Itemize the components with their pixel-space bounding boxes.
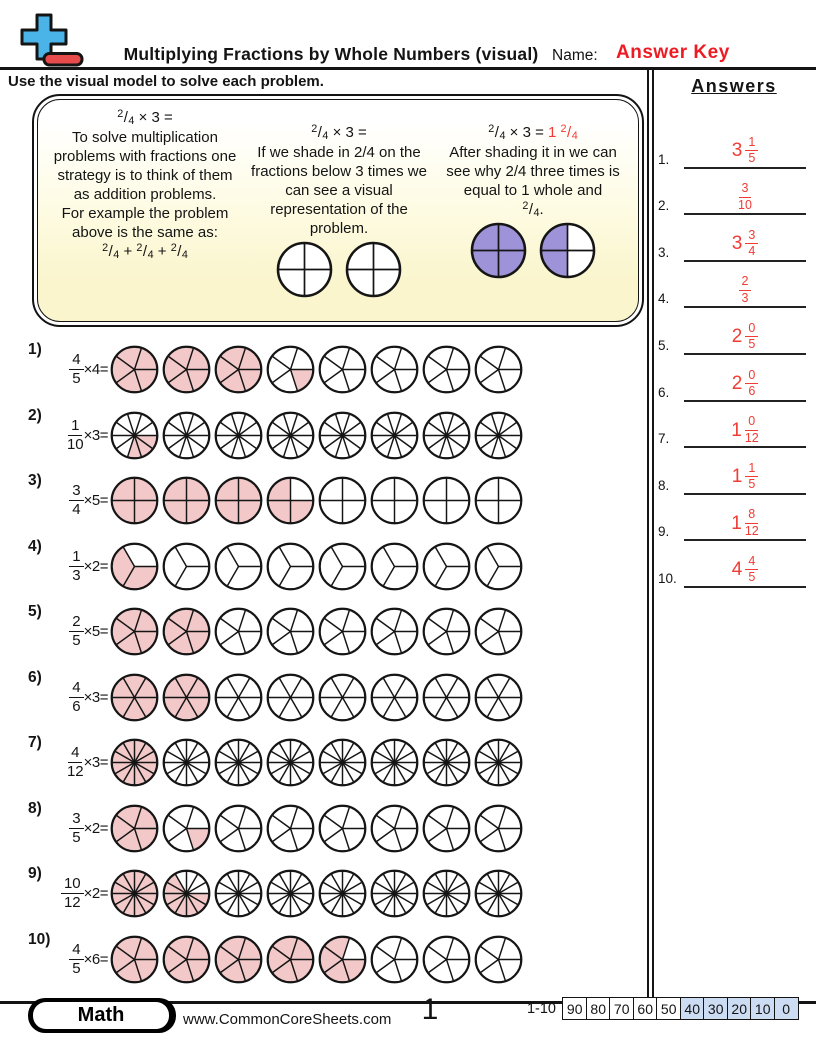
problem-expression (54, 876, 108, 911)
answer-whole-number: 1 (731, 512, 742, 534)
fraction-circle (214, 476, 263, 525)
fraction-circle (318, 476, 367, 525)
score-cell: 40 (680, 997, 705, 1020)
fraction-circle (370, 869, 419, 918)
problem-row (28, 665, 638, 731)
fraction-circle (110, 411, 159, 460)
example-result: 1 $^2$/4 (548, 122, 578, 142)
example-expression: $^2$/4 × 3 = (117, 107, 173, 127)
fraction-circle (318, 738, 367, 787)
example-column-3 (436, 108, 630, 317)
fraction-circle (214, 869, 263, 918)
answer-row (654, 122, 814, 169)
fraction-circle (474, 738, 523, 787)
fraction-circle (214, 935, 263, 984)
example-text: After shading it in we can see why 2/4 three times is equal to 1 whole and (446, 144, 620, 200)
name-label: Name: (552, 47, 598, 64)
fraction-circle (214, 542, 263, 591)
fraction-circle (266, 869, 315, 918)
problem-multiplier: ×3= (83, 688, 108, 706)
fraction-circle (470, 222, 527, 279)
example-addition-sum: $^2$/4 + $^2$/4 + $^2$/4 (102, 241, 188, 262)
problem-circles (110, 607, 523, 656)
fraction-circle (422, 411, 471, 460)
inline-fraction: $^2$/4 (560, 122, 578, 142)
answer-blank-line (684, 586, 806, 588)
answers-panel (654, 70, 814, 588)
problem-expression (54, 680, 108, 715)
fraction-circle (162, 476, 211, 525)
fraction-circle (345, 241, 402, 298)
answer-fraction: 4 5 (745, 555, 758, 585)
fraction-circle (214, 411, 263, 460)
answer-value (684, 369, 806, 399)
problem-row (28, 403, 638, 469)
problem-fraction: $\frac{2}{5}$ (69, 614, 83, 649)
problem-multiplier: ×6= (83, 950, 108, 968)
problem-row (28, 599, 638, 665)
problem-multiplier: ×5= (83, 623, 108, 641)
answer-fraction: 0 6 (745, 369, 758, 399)
answer-row (654, 169, 814, 216)
answer-row (654, 448, 814, 495)
answer-row (654, 495, 814, 542)
page-title: Multiplying Fractions by Whole Numbers (visual) (123, 44, 539, 64)
answer-fraction: 1 5 (745, 462, 758, 492)
problem-expression (54, 614, 108, 649)
score-cell: 30 (703, 997, 728, 1020)
inline-fraction: $^2$/4 (102, 241, 120, 262)
inline-fraction: $^2$/4 (117, 107, 135, 127)
problem-fraction: $\frac{3}{5}$ (69, 811, 83, 846)
example-expression: $^2$/4 × 3 = (311, 122, 367, 142)
problems (28, 337, 638, 992)
problem-expression (54, 418, 108, 453)
fraction-circle (110, 542, 159, 591)
answer-fraction: 3 4 (745, 229, 758, 259)
fraction-circle (370, 673, 419, 722)
fraction-circle (370, 804, 419, 853)
fraction-circle (276, 241, 333, 298)
problem-number: 9) (28, 865, 42, 882)
fraction-circle (370, 738, 419, 787)
score-range-label: 1-10 (526, 1000, 556, 1017)
answer-value (684, 555, 806, 585)
example-box-inner (37, 99, 639, 322)
fraction-circle (370, 607, 419, 656)
problem-number: 4) (28, 537, 42, 555)
answer-number: 6. (658, 384, 670, 400)
minus-icon (44, 54, 82, 66)
answer-number: 1. (658, 151, 670, 167)
problem-row (28, 861, 638, 927)
answer-number: 8. (658, 477, 670, 493)
problem-circles (110, 476, 523, 525)
example-text: If we shade in 2/4 on the fractions below 3 times we can see a visual representation of the problem. (251, 144, 427, 238)
problem-row (28, 796, 638, 862)
problem-circles (110, 345, 523, 394)
problem-row (28, 730, 638, 796)
score-cell: 90 (562, 997, 587, 1020)
fraction-circle (318, 935, 367, 984)
fraction-circle (422, 607, 471, 656)
fraction-circle (214, 673, 263, 722)
fraction-circle (318, 345, 367, 394)
answer-number: 3. (658, 244, 670, 260)
fraction-circle (162, 804, 211, 853)
problem-multiplier: ×5= (83, 492, 108, 510)
answer-row (654, 308, 814, 355)
problem-circles (110, 935, 523, 984)
problem-fraction: $\frac{3}{4}$ (69, 483, 83, 518)
fraction-circle (266, 738, 315, 787)
answer-whole-number: 3 (731, 233, 743, 255)
example-circles-unshaded (247, 241, 431, 298)
fraction-circle (266, 935, 315, 984)
problem-expression (54, 745, 108, 780)
fraction-circle (422, 804, 471, 853)
problem-multiplier: ×2= (83, 885, 108, 903)
fraction-circle (162, 935, 211, 984)
answer-whole-number: 3 (731, 140, 743, 162)
fraction-circle (162, 673, 211, 722)
fraction-circle (266, 804, 315, 853)
problem-fraction: $\frac{4}{5}$ (69, 352, 83, 387)
answer-whole-number: 1 (731, 419, 742, 441)
fraction-circle (110, 935, 159, 984)
fraction-circle (318, 804, 367, 853)
fraction-circle (318, 607, 367, 656)
fraction-circle (110, 804, 159, 853)
answer-number: 9. (658, 524, 670, 540)
answer-fraction: 8 12 (744, 507, 759, 538)
fraction-circle (422, 345, 471, 394)
answers-title: Answers (691, 76, 777, 96)
answer-key-label: Answer Key (616, 42, 730, 63)
commoncoresheets-logo-icon (16, 12, 98, 68)
problem-expression (54, 811, 108, 846)
fraction-circle (422, 673, 471, 722)
problem-fraction: $\frac{4}{5}$ (69, 942, 83, 977)
answer-row (654, 355, 814, 402)
inline-fraction: $^2$/4 (488, 122, 506, 142)
fraction-circle (474, 804, 523, 853)
answer-whole-number: 4 (731, 559, 743, 581)
answer-value (684, 462, 806, 492)
fraction-circle (474, 673, 523, 722)
fraction-circle (162, 542, 211, 591)
problem-circles (110, 738, 523, 787)
problem-fraction: $\frac{1}{10}$ (66, 416, 84, 453)
answer-fraction: 3 10 (738, 181, 752, 212)
score-cells (562, 997, 799, 1020)
problem-circles (110, 673, 523, 722)
fraction-circle (474, 869, 523, 918)
problem-row (28, 927, 638, 993)
problem-expression (54, 483, 108, 518)
score-cell: 0 (774, 997, 799, 1020)
fraction-circle (162, 869, 211, 918)
answer-value (684, 415, 806, 445)
fraction-circle (370, 345, 419, 394)
fraction-circle (266, 542, 315, 591)
answer-value (684, 275, 806, 305)
website-url: www.CommonCoreSheets.com (183, 1011, 392, 1028)
problem-circles (110, 411, 523, 460)
fraction-circle (162, 607, 211, 656)
score-cell: 80 (586, 997, 611, 1020)
problem-number: 8) (28, 799, 42, 817)
fraction-circle (266, 607, 315, 656)
fraction-circle (318, 542, 367, 591)
problem-row (28, 534, 638, 600)
answer-number: 10. (658, 570, 677, 586)
problem-multiplier: ×4= (83, 361, 108, 379)
answer-fraction: 0 12 (744, 414, 759, 445)
answer-value (684, 182, 806, 212)
answer-row (654, 215, 814, 262)
fraction-circle (110, 869, 159, 918)
problem-row (28, 337, 638, 403)
answer-whole-number: 2 (731, 373, 743, 395)
score-cell: 10 (750, 997, 775, 1020)
answer-whole-number: 1 (731, 466, 743, 488)
fraction-circle (214, 804, 263, 853)
fraction-circle (266, 411, 315, 460)
fraction-circle (318, 411, 367, 460)
problem-expression (54, 942, 108, 977)
fraction-circle (370, 935, 419, 984)
example-text: To solve multiplication problems with fractions one strategy is to think of them as addition problems. (53, 129, 237, 204)
fraction-circle (318, 673, 367, 722)
fraction-circle (422, 476, 471, 525)
fraction-circle (474, 345, 523, 394)
problem-multiplier: ×2= (83, 819, 108, 837)
fraction-circle (422, 738, 471, 787)
answer-value (684, 229, 806, 259)
math-badge (28, 998, 176, 1033)
problem-fraction: $\frac{10}{12}$ (61, 876, 84, 911)
answer-fraction: 1 5 (745, 136, 758, 166)
fraction-circle (474, 542, 523, 591)
problem-number: 6) (28, 668, 42, 686)
fraction-circle (539, 222, 596, 279)
fraction-circle (266, 345, 315, 394)
fraction-circle (110, 738, 159, 787)
fraction-circle (214, 345, 263, 394)
fraction-circle (110, 345, 159, 394)
fraction-circle (266, 673, 315, 722)
problem-circles (110, 804, 523, 853)
answer-row (654, 541, 814, 588)
fraction-circle (110, 476, 159, 525)
problem-number: 1) (28, 341, 42, 358)
fraction-circle (474, 476, 523, 525)
fraction-circle (162, 411, 211, 460)
example-tail-fraction: $^2$/4. (522, 199, 544, 220)
problem-row (28, 468, 638, 534)
answer-number: 7. (658, 431, 670, 447)
example-circles-shaded (441, 222, 625, 279)
fraction-circle (110, 673, 159, 722)
problem-circles (110, 869, 523, 918)
fraction-circle (318, 869, 367, 918)
fraction-circle (370, 542, 419, 591)
example-text: For example the problem above is the same as: (61, 205, 229, 242)
fraction-circle (474, 935, 523, 984)
problem-multiplier: ×3= (83, 754, 108, 772)
problem-fraction: $\frac{4}{6}$ (69, 680, 83, 715)
answer-number: 4. (658, 291, 670, 307)
example-box (32, 94, 644, 327)
fraction-circle (474, 607, 523, 656)
answer-whole-number: 2 (731, 326, 743, 348)
inline-fraction: $^2$/4 (311, 122, 329, 142)
page-number: 1 (421, 993, 439, 1026)
inline-fraction: $^2$/4 (522, 199, 540, 220)
inline-fraction: $^2$/4 (170, 241, 188, 262)
fraction-circle (422, 869, 471, 918)
answer-value (684, 136, 806, 166)
answers-panel-separator (647, 70, 654, 999)
problem-fraction: $\frac{1}{3}$ (69, 549, 83, 584)
answer-value (684, 322, 806, 352)
answer-fraction: 2 3 (739, 275, 752, 305)
score-cell: 20 (727, 997, 752, 1020)
example-expression-with-result: $^2$/4 × 3 = 1 $^2$/4 (488, 122, 578, 142)
fraction-circle (422, 542, 471, 591)
fraction-circle (162, 738, 211, 787)
answer-number: 2. (658, 198, 670, 214)
problem-fraction: $\frac{4}{12}$ (66, 744, 84, 781)
score-cell: 70 (609, 997, 634, 1020)
fraction-circle (214, 607, 263, 656)
fraction-circle (110, 607, 159, 656)
fraction-circle (370, 411, 419, 460)
problem-expression (54, 549, 108, 584)
example-column-1 (48, 108, 242, 317)
problem-number: 7) (28, 734, 42, 751)
fraction-circle (214, 738, 263, 787)
answer-row (654, 262, 814, 309)
inline-fraction: $^2$/4 (136, 241, 154, 262)
problem-number: 2) (28, 406, 42, 424)
answer-value (684, 508, 806, 538)
fraction-circle (370, 476, 419, 525)
problem-circles (110, 542, 523, 591)
instruction-text: Use the visual model to solve each problem. (8, 73, 324, 90)
problem-expression (54, 352, 108, 387)
fraction-circle (422, 935, 471, 984)
score-strip (496, 997, 799, 1020)
problem-number: 5) (28, 603, 42, 620)
fraction-circle (474, 411, 523, 460)
fraction-circle (266, 476, 315, 525)
answer-number: 5. (658, 337, 670, 353)
problem-multiplier: ×3= (83, 426, 108, 444)
problem-multiplier: ×2= (83, 557, 108, 575)
example-column-2 (242, 108, 436, 317)
answers-list (654, 122, 814, 588)
fraction-circle (162, 345, 211, 394)
score-cell: 60 (633, 997, 658, 1020)
answer-fraction: 0 5 (745, 322, 758, 352)
problem-number: 3) (28, 472, 42, 489)
answer-row (654, 402, 814, 449)
problem-number: 10) (28, 930, 51, 948)
math-badge-label: Math (33, 1002, 169, 1029)
score-cell: 50 (656, 997, 681, 1020)
